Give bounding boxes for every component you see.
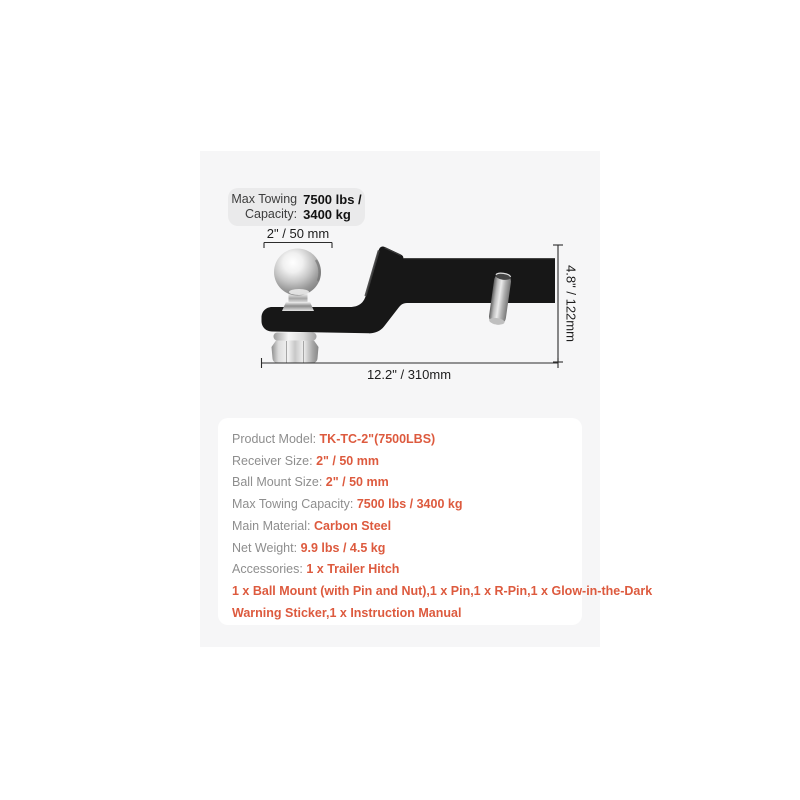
length-dimension-label: 12.2" / 310mm — [366, 367, 452, 382]
badge-label-line2: Capacity: — [245, 207, 298, 221]
spec-row-net-weight — [232, 538, 568, 560]
spec-row-accessories-continued-1: 1 x Ball Mount (with Pin and Nut),1 x Pin,1 x R-Pin,1 x Glow-in-the-Dark — [232, 583, 653, 598]
ball-collar — [282, 302, 314, 311]
product-diagram — [200, 150, 600, 400]
spec-label: Receiver Size: — [232, 453, 317, 468]
spec-label: Net Weight: — [232, 540, 301, 555]
spec-row-max-towing-capacity — [232, 494, 568, 516]
spec-row-ball-mount-size — [232, 472, 568, 494]
spec-value: 9.9 lbs / 4.5 kg — [300, 540, 386, 555]
spec-label: Product Model: — [232, 432, 320, 446]
spec-label: Accessories: — [232, 562, 307, 577]
spec-row-receiver-size — [232, 451, 568, 473]
spec-label: Ball Mount Size: — [232, 475, 326, 490]
spec-row-accessories-continued-2: Warning Sticker,1 x Instruction Manual — [232, 605, 462, 620]
spec-label: Main Material: — [232, 518, 314, 533]
ball-nut-and-washer — [272, 333, 319, 364]
hitch-ball — [274, 249, 321, 296]
spec-value: 1 x Trailer Hitch — [306, 562, 400, 577]
spec-value: 2" / 50 mm — [316, 453, 379, 468]
spec-row-product-model — [232, 429, 568, 451]
spec-value: TK-TC-2"(7500LBS) — [319, 432, 436, 446]
badge-value-line2: 3400 kg — [303, 207, 351, 222]
badge-label-line1: Max Towing — [231, 192, 298, 206]
spec-card — [218, 418, 653, 625]
spec-label: Max Towing Capacity: — [232, 497, 357, 512]
spec-value: 7500 lbs / 3400 kg — [356, 497, 463, 512]
ball-dimension-label: 2" / 50 mm — [266, 226, 330, 241]
spec-row-main-material — [232, 516, 568, 538]
spec-value: Carbon Steel — [313, 518, 392, 533]
ball-dimension-line — [264, 243, 332, 249]
height-dimension-label: 4.8" / 122mm — [563, 265, 579, 342]
spec-row-accessories — [232, 559, 568, 581]
badge-value-line1: 7500 lbs / — [303, 191, 362, 207]
spec-value: 2" / 50 mm — [325, 475, 389, 490]
